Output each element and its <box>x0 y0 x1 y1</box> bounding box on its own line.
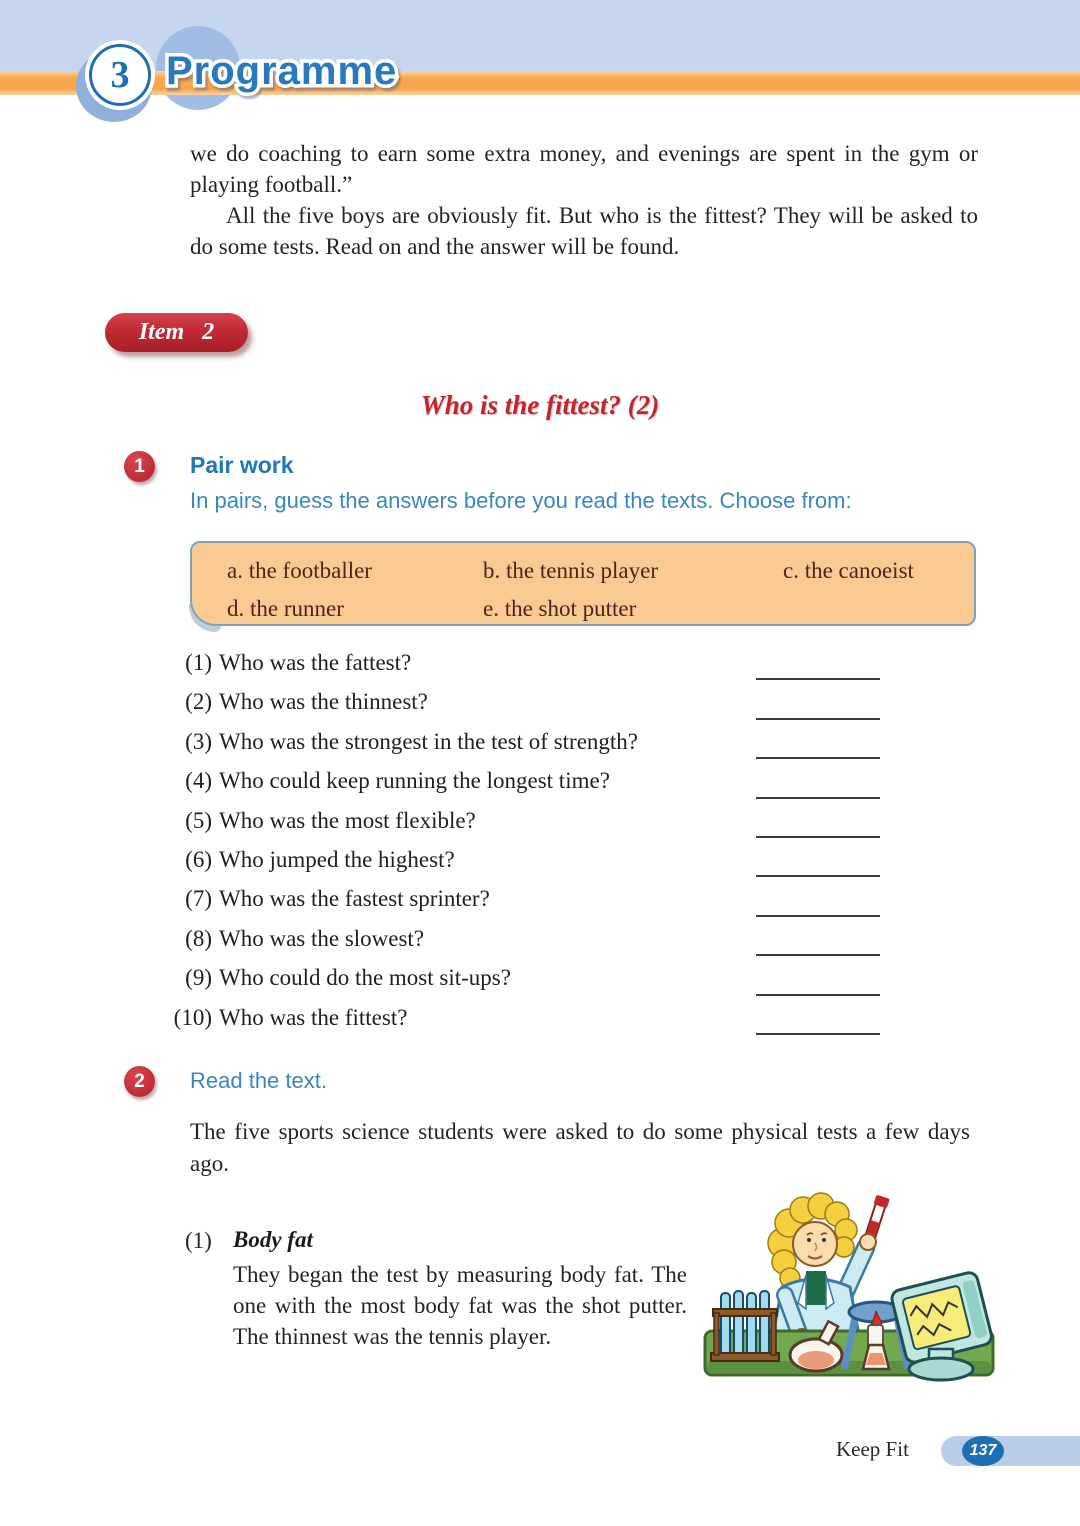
reading-item-title: Body fat <box>233 1227 313 1252</box>
question-number: (10) <box>173 1004 212 1030</box>
question-text: Who jumped the highest? <box>219 846 455 872</box>
question-row <box>0 806 1080 845</box>
question-number: (3) <box>185 728 212 754</box>
question-text: Who was the fittest? <box>219 1004 408 1030</box>
item-badge <box>105 313 248 352</box>
unit-number-badge <box>89 44 151 106</box>
answer-blank <box>756 954 880 956</box>
answer-blank <box>756 836 880 838</box>
question-row <box>0 884 1080 923</box>
question-text: Who could do the most sit-ups? <box>219 965 511 991</box>
intro-text <box>190 138 978 262</box>
question-text: Who was the most flexible? <box>219 807 476 833</box>
question-text: Who could keep running the longest time? <box>219 768 610 794</box>
unit-number: 3 <box>110 54 130 96</box>
question-row <box>0 687 1080 726</box>
answer-blank <box>756 915 880 917</box>
intro-paragraph-2: All the five boys are obviously fit. But who is the fittest? They will be asked to do some tests. Read on and the answer will be found. <box>190 203 978 259</box>
question-text: Who was the slowest? <box>219 925 425 951</box>
choice-c: c. the canoeist <box>783 558 914 583</box>
footer-section-label: Keep Fit <box>836 1437 909 1461</box>
scientist-lab-illustration <box>703 1183 995 1389</box>
question-number: (6) <box>185 846 212 872</box>
choice-e: e. the shot putter <box>483 596 637 621</box>
question-text: Who was the fastest sprinter? <box>219 886 490 912</box>
answer-blank <box>756 718 880 720</box>
intro-paragraph-1: we do coaching to earn some extra money, and evenings are spent in the gym or playing football.” <box>190 141 978 197</box>
choice-a: a. the footballer <box>227 558 372 583</box>
task2-paragraph: The five sports science students were asked to do some physical tests a few days ago. <box>190 1119 970 1176</box>
header-title-art <box>156 38 456 100</box>
choices-box <box>190 541 976 626</box>
question-row <box>0 648 1080 687</box>
question-text: Who was the strongest in the test of strength? <box>219 728 639 754</box>
reading-item-number: (1) <box>185 1228 212 1253</box>
choice-b: b. the tennis player <box>483 558 659 583</box>
reading-item-body: They began the test by measuring body fat. The one with the most body fat was the shot putter. The thinnest was the tennis player. <box>233 1262 687 1349</box>
question-list <box>0 648 1080 1042</box>
task1-number: 1 <box>134 455 145 477</box>
page-title: Programme <box>166 49 398 93</box>
task2-heading: Read the text. <box>190 1068 327 1093</box>
answer-blank <box>756 994 880 996</box>
answer-blank <box>756 797 880 799</box>
question-number: (7) <box>185 886 212 912</box>
task2-number: 2 <box>134 1070 145 1092</box>
question-row <box>0 766 1080 805</box>
choice-d: d. the runner <box>227 596 344 621</box>
page-number-badge <box>962 1436 1004 1466</box>
task1-instruction: In pairs, guess the answers before you read the texts. Choose from: <box>190 488 852 513</box>
item-badge-label: Item 2 <box>138 319 215 345</box>
question-row <box>0 845 1080 884</box>
question-number: (8) <box>185 925 212 951</box>
question-number: (5) <box>185 807 212 833</box>
question-number: (9) <box>185 965 212 991</box>
question-number: (4) <box>185 768 212 794</box>
answer-blank <box>756 1033 880 1035</box>
question-row <box>0 1003 1080 1042</box>
question-text: Who was the thinnest? <box>219 689 428 715</box>
page-number: 137 <box>969 1442 997 1459</box>
task1-heading: Pair work <box>190 452 294 478</box>
question-row <box>0 924 1080 963</box>
answer-blank <box>756 757 880 759</box>
section-title: Who is the fittest? (2) <box>420 390 660 420</box>
task1-number-badge <box>124 451 155 482</box>
answer-blank <box>756 678 880 680</box>
answer-blank <box>756 875 880 877</box>
task2-number-badge <box>124 1066 155 1097</box>
question-number: (1) <box>185 650 212 675</box>
question-row <box>0 727 1080 766</box>
question-row <box>0 963 1080 1002</box>
question-text: Who was the fattest? <box>219 650 412 675</box>
question-number: (2) <box>185 689 212 715</box>
